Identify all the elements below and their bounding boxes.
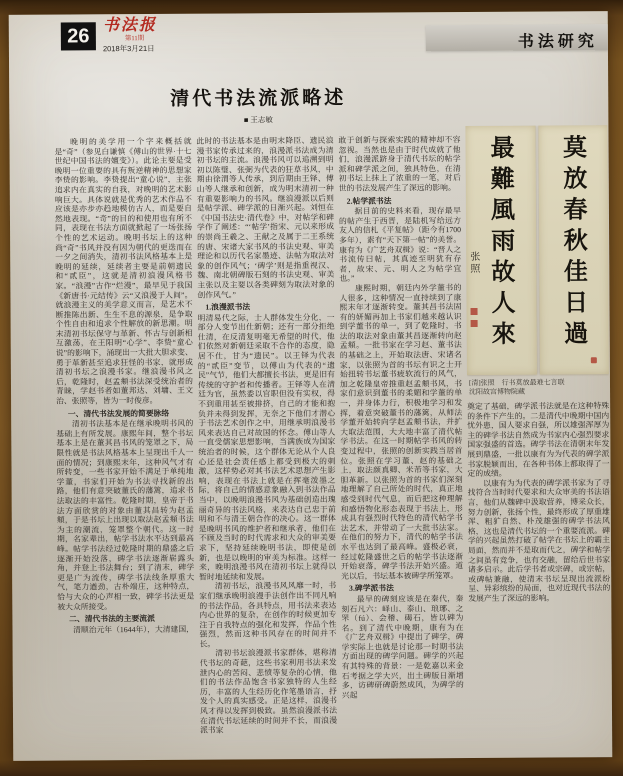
page-number-box: [61, 22, 96, 50]
paragraph: 清初书法基本是在继承晚明书风的基础上有所发展。康熙年间，整个书坛基本上是在董其昌书风的笼罩之下，局限性就是书法风格基本上呈现出千人一面的情况；到康熙末年，这种风气才有所转变，一些书家开始不满足于单纯地学董，书家们开始为书法寻找新的出路，他们有意突破董氏的藩篱，追求书法取法的丰富性。乾隆时期，皇帝于书法方面欣赏的对象由董其昌转为赵孟頫，于是书坛上出现以取法赵孟頫书法为主的潮流，笼罩整个朝代。这一时期，名家辈出，帖学书法水平达到最高峰。帖学书法经过乾隆时期的鼎盛之后逐渐开始没落，碑学书法逐渐崭露头角，并登上书法舞台；到了清末，碑学更是广为流传，碑学书法线条厚重大气，笔力遒劲，古朴端庄，这种特点，恰与大众的心声相一致，碑学书法更是被大众所接受。: [56, 418, 195, 612]
paragraph: 此时的书法基本是由明末降臣、遗民浪漫书家传承过来的，浪漫派书法成为清初书坛的主流。浪漫书风可以追溯到明初以陈璧、张弼为代表的狂草书风，中期由徐渭等人传承，到后期由王铎、傅山等人继承和创新，成为明末清初一种有重要影响力的书风。继浪漫派以后则是帖学派、碑学派的日渐兴起。刘恒在《中国书法史·清代卷》中，对帖学和碑学作了阐述：“‘帖学’指宋、元以来形成的崇尚王羲之、王献之及属于二王系统的唐、宋诸大家书风的书法史观、审美理论和以历代名家墨迹、法帖为取法对象的创作风气；‘碑学’则是指重视汉、魏、南北朝碑版石刻的书法史观、审美主张以及主要以各类碑刻为取法对象的创作风气。”: [196, 135, 335, 300]
couplet-right-text: 莫放春秋佳日過: [558, 134, 589, 352]
paragraph: 康熙时期，朝廷内外学董书的人很多，这种情况一直持续到了康熙末年才逐渐转变。董其昌书法固有的妍媚再加上书家们越来越认识到学董书的单一，到了乾隆时，书法的取法对象由董其昌逐渐转向赵孟頫。一批书家在学习赵、董书法的基础之上，开始取法唐、宋诸名家，以张照为首的书坛有识之士开始扭转书坛董书疲软流行的风气，加之乾隆皇帝推重赵孟頫书风，书家们意识到董书的柔媚和学董的单一，并身体力行，积极地学习和发挥，着意突破董书的藩篱，从师法学董开始转向学赵孟頫书法，并扩大取法范围，大大地丰富了清代帖学书法。在这一时期帖学书风的转变过程中，张照的创新实践当居首位。张照在学习董、赵的基础之上，取法颜真卿、米芾等书家，大胆革新。以张照为首的书家们深刻地理解了自己所处的时代，真正地感受到时代气息，而后把这种理解和感悟物化形态表现于书法上，形成具有强烈时代特色的清代帖学书法艺术，并带动了一大批书法家。在他们的努力下，清代的帖学书法水平也达到了最高峰。盛极必衰，经过乾隆盛世之后的帖学书法逐渐开始衰落，碑学书法开始兴盛。道光以后，书坛基本被碑学所笼罩。: [339, 282, 464, 581]
column-1: [54, 137, 195, 754]
paragraph: 清顺治元年（1644年），大清建国，: [73, 624, 194, 635]
page-number: 26: [67, 25, 90, 48]
red-seal-icon: [471, 308, 478, 315]
section-heading-1: 一、清代书法发展的简要脉络: [67, 408, 170, 419]
subsection-heading-beixue: 3.碑学派书法: [349, 583, 394, 594]
paragraph: 最早的碑刻应该是在秦代，秦刻石凡六：峄山、泰山、琅琊、之罘（fú）、会稽、碣石，皆以碑为名。到了清代中晚期，康有为在《广艺舟双楫》中提出了碑学，碑学实际上也就是讨论那一时期书法方面出现的碑学问题。碑学的兴起有其特殊的背景：一是乾嘉以来金石考据之学大兴，出土碑版日渐增多，访碑研碑蔚然成风，为碑学的兴起: [341, 593, 464, 700]
column-2: [196, 136, 337, 753]
byline-bullet-icon: ■: [243, 115, 249, 125]
calligraphy-couplet-image: [465, 125, 609, 375]
issue-number: 第11期: [124, 35, 145, 43]
paragraph: 奠定了基础，碑学派书法就是在这种特殊的条件下产生的。二是清代中晚期中国内忧外患，国人要求自强，所以雄强浑厚为主的碑学书法自然成为书家内心强烈要求国家强盛的首选。碑学书法在清朝末年发展到鼎盛，一批以康有为为代表的碑学派书家脱颖而出，在各种书体上都取得了一定的成绩。: [467, 401, 610, 479]
section-heading-2: 二、清代书法的主要流派: [69, 614, 155, 624]
couplet-left-strip: [465, 126, 536, 375]
newspaper-page: [9, 11, 613, 761]
couplet-right-strip: [538, 125, 609, 374]
paragraph: 据目前的史料来看，现存最早的帖产生于西晋，是陆机写给远方友人的信札《平复帖》（距今有1700多年），素有“天下第一帖”的美誉。康有为《广艺舟双楫》说：“晋人之书流传曰帖，其真迹至明犹有存者，故宋、元、明人之为帖学宜也。”: [338, 206, 462, 284]
subsection-heading-romantic: 1.浪漫派书法: [205, 302, 251, 312]
artist-signature: 张照: [467, 250, 479, 275]
red-seal-icon: [471, 320, 478, 327]
paragraph: 敢于创新与探索实践的精神却不容忽视。当然也是由于时代成就了他们，浪漫派跻身于清代书坛的帖学派和碑学派之间，独具特色，在清初书坛上抹上了浓重的一笔，对后世的书法发展产生了深远的影响。: [338, 135, 461, 193]
paragraph: 清初书坛浪漫派书家群体，堪称清代书坛的奇葩，这些书家利用书法来发泄内心的苦闷、悲愤等复杂的心情，他们的书法作品饱含书家独特的人生经历，丰富的人生经历化作笔墨语言，抒发个人的真实感受。正是这样，浪漫书风才得以发挥到极致。虽然浪漫派书法在清代书坛延续的时间并不长，而浪漫派书家: [199, 648, 338, 735]
image-caption: [469, 378, 609, 397]
subsection-heading-tiexue: 2.帖学派书法: [346, 196, 392, 206]
paragraph: 明清易代之际，士人群体发生分化，一部分人变节出仕新朝；还有一部分拒绝仕清，在反清复明毫无希望的时代，他们依然对新朝廷采取不合作的态度，隐居不仕，甘为“遗民”。以王铎为代表的“贰臣”变节，以傅山为代表的“遗民”气节，他们大都擅长书法，更是旧有传统的守护者和传播者。王铎等人在清廷为官，虽然委以官职但没有实权，得不到重用甚至被排挤，自己的才能和抱负并未得到发挥，无奈之下他们才潜心于书法艺术创作之中，用继承明浪漫书风来表达自己对故国的怀念。傅山等人一直受儒家思想影响，当满族成为国家统治者的时候，这个群体无论从个人良心还是社会责任感上都受到极大的刺激，这样势必对其书法艺术思想产生影响，表现在书法上就是在挥毫泼墨之际，将自己的情感意象融入到书法作品当中，以晚明浪漫书风为基础创造出瑰丽奇异的书法风格，来表达自己忠于前明和不与清王朝合作的决心。这一群体是晚明书风的维护者和继承者，他们在不顾及当时的时代需求和大众的审美要求下，坚持延续晚明书法，即使是创新，也是以晚明的审美为标准。这样一来，晚明浪漫书风在清初书坛上就得以暂时地延续和发展。: [197, 312, 337, 582]
paragraph: 晚明的美学用一个字来概括就是“奇”（参见白谦慎《傅山的世界·十七世纪中国书法的嬗变》）。此论主要是受晚明一位重要的具有叛逆精神的思想家李贽的影响。李贽提出“童心说”，主张追求内在真实的自我，对晚明的艺术影响巨大。具体说就是优秀的艺术作品不应该是亦步亦趋地模仿古人，而是要自然地表现。“奇”的目的和使用也有所不同，表现在书法方面就掀起了一场张扬个性的艺术运动。晚明书坛上的这种尚“奇”书风并没有因为朝代的更迭而在一夕之间消失，清初书法风格基本上是晚明的延续，延续者主要是前朝遗民和“贰臣”，这就是清初浪漫风格书家。“浪漫”古作“烂漫”，最早见于我国《新唐书·元结传》云“又浪漫于人间”。就浪漫主义的美学意义而言，是艺术不断推陈出新、生生不息的源泉，是争取个性自由和追求个性解放的新思潮。明末清初书坛保守与革新、怀古与创新相互激荡，在王阳明“心学”、李贽“童心说”的影响下，涌现出一大批大胆求变、勇于革新甚至追求狂怪的书家，就形成清初书坛之浪漫书家。继浪漫书风之后，乾隆时，赵孟頫书法深受统治者的青睐，学赵书者如董邦达、刘墉、王文治、张照等，皆为一时俊彦。: [54, 136, 194, 406]
paragraph: 以康有为为代表的碑学派书家为了寻找符合当时时代要求和大众审美的书法语言，他们从魏碑中汲取营养，博采众长，努力创新，张扬个性，最终形成了厚重雄浑、粗犷自然、朴茂雄强的碑学书法风格，这也是清代书坛的一个重要流派。碑学的兴起虽然打破了帖学在书坛上的霸主局面，然而并不是取而代之，碑学和帖学之间虽有竞争，也有交融，留给后世书家诸多启示。此后学书者或宗碑，或宗帖，或碑帖兼融，使清末书坛呈现出流派纷呈、异彩缤纷的局面，也对近现代书法的发展产生了深远的影响。: [467, 477, 611, 603]
article-body: [54, 134, 611, 753]
section-band: [426, 24, 608, 51]
caption-line-2: 沈阳故宫博物院藏: [469, 387, 526, 397]
masthead: [103, 18, 213, 54]
section-header: 书法研究: [517, 33, 598, 51]
byline: [54, 113, 462, 126]
publication-date: 2018年3月21日: [102, 43, 155, 54]
column-4: [465, 125, 611, 751]
paper-title: 书法报: [102, 16, 157, 35]
red-seal-icon: [591, 357, 597, 363]
caption-line-1: [清]张照 行书莫放最难七言联: [468, 378, 565, 388]
author-name: 王志敏: [250, 115, 273, 125]
paragraph: 清初书坛，浪漫书风风靡一时，书家们继承晚明浪漫手法创作出不同凡响的书法作品，各具特点，用书法来表达内心世界的复杂，在创作的时候更加专注于自我特点的强化和发挥，作品个性强烈，然而这种书风存在的时间并不长。: [199, 581, 337, 649]
article-title: 清代书法流派略述: [170, 87, 347, 110]
couplet-left-text: 最難風雨故人來: [486, 134, 517, 352]
column-3: [338, 135, 464, 752]
